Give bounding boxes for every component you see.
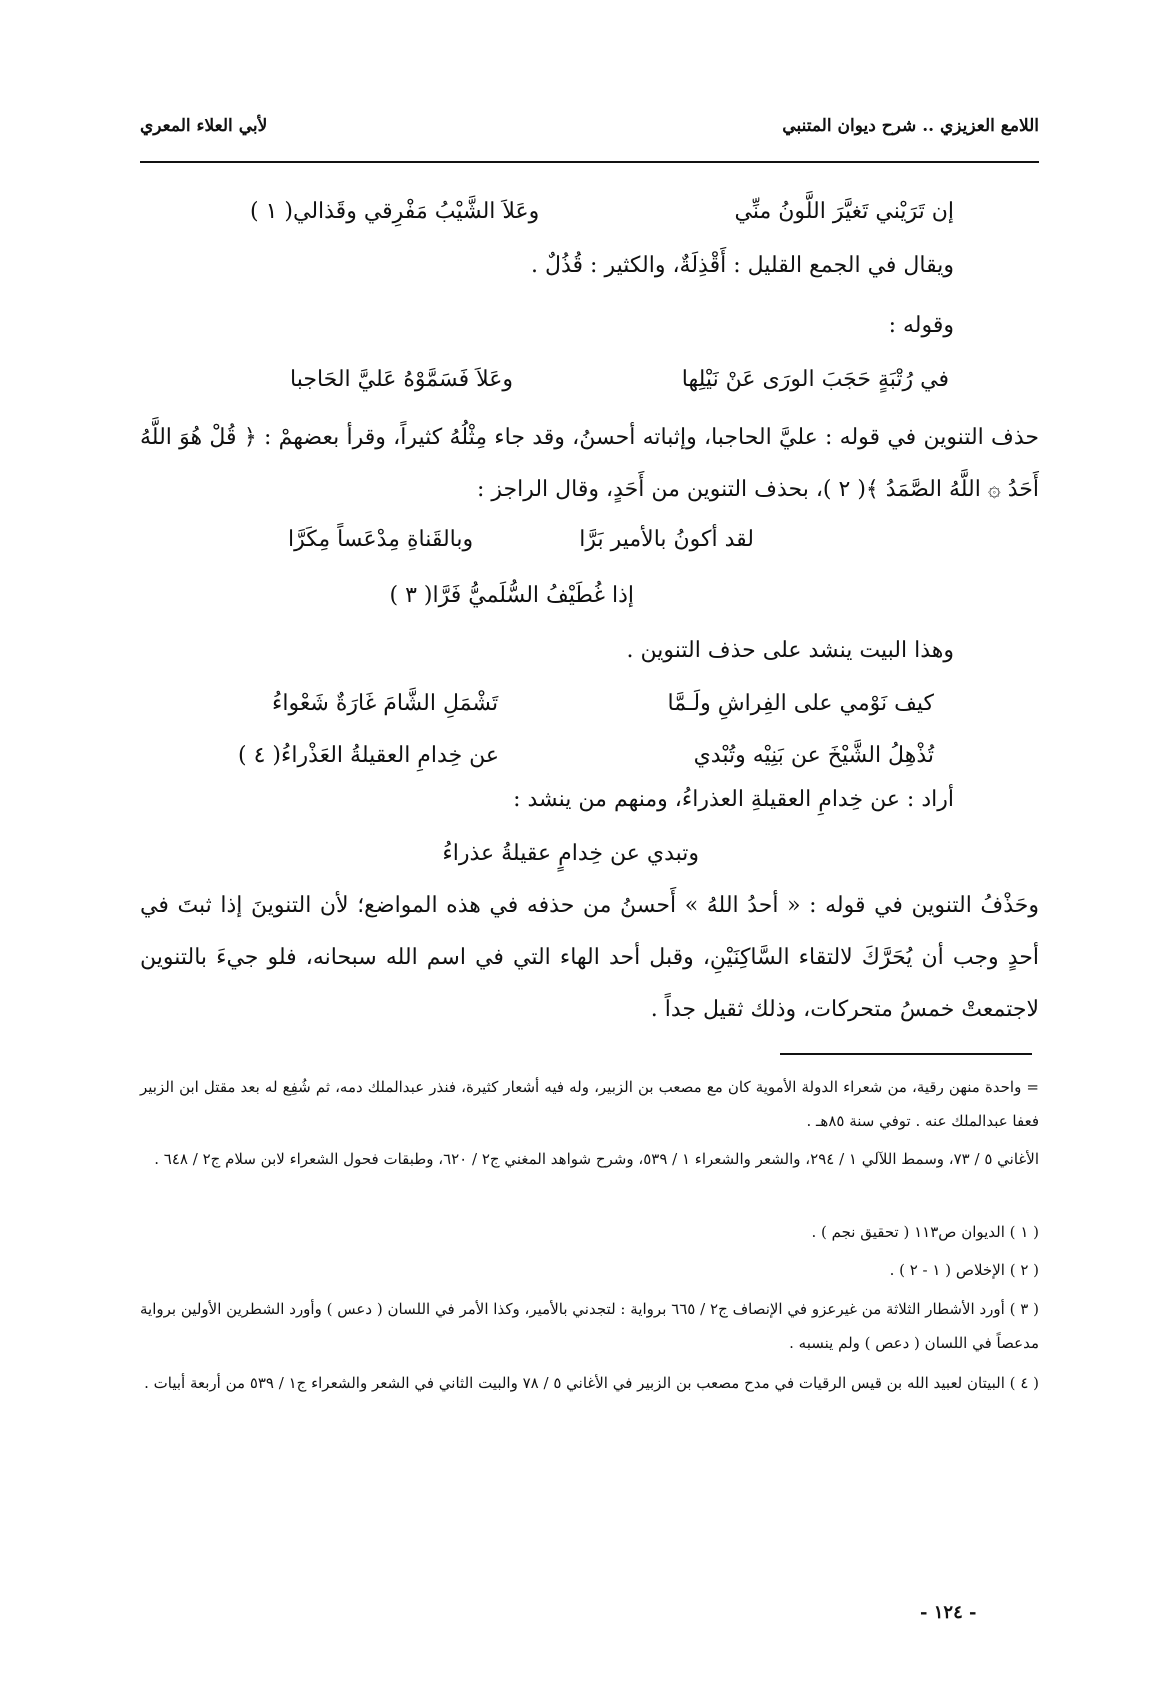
paragraph: وحَذْفُ التنوين في قوله : « أحدُ اللهُ » أَحسنُ من حذفه في هذه المواضع؛ لأن التنوينَ إذا ثبتَ في أحدٍ وجب أن يُحَرَّكَ لالتقاء السَّاكِنَيْنِ، وقبل أحد الهاء التي في اسم الله سبحانه، فلو جيءَ بالتنوين لاجتمعتْ خمسُ متحركات، وذلك ثقيل جداً . xyxy=(140,893,1039,1022)
verse-hemistich-second: عن خِدامِ العقيلةُ العَذْراءُ( ٤ ) xyxy=(238,743,500,768)
verse-hemistich-first: في رُتْبَةٍ حَجَبَ الورَى عَنْ نَيْلِها xyxy=(681,367,949,392)
rajaz-first: لقد أكونُ بالأمير بَرَّا xyxy=(579,527,754,552)
footnote: ( ٣ ) أورد الأشطار الثلاثة من غيرعزو في الإنصاف ج٢ / ٦٦٥ برواية : لتجدني بالأمير، وكذا الأمر في اللسان ( دعس ) وأورد الشطرين الأولين برواية مدعصاً في اللسان ( دعص ) ولم ينسبه . xyxy=(140,1300,1040,1352)
book-title: اللامع العزيزي .. شرح ديوان المتنبي xyxy=(782,116,1039,136)
verse-hemistich-second: تَشْمَلِ الشَّامَ غَارَةٌ شَعْواءُ xyxy=(272,691,499,716)
footnote: ( ١ ) الديوان ص١١٣ ( تحقيق نجم ) . xyxy=(811,1223,1039,1241)
rajaz-second: وبالقَناةِ مِدْعَساً مِكَرَّا xyxy=(288,527,474,552)
running-head xyxy=(140,116,1039,146)
verse-hemistich-first: تُذْهِلُ الشَّيْخَ عن بَنِيْه وتُبْدي xyxy=(693,743,934,768)
verse-hemistich-first: إن تَرَيْني تَغيَّرَ اللَّونُ منِّي xyxy=(734,199,954,224)
rajaz-line xyxy=(288,518,754,562)
footnote: ( ٤ ) البيتان لعبيد الله بن قيس الرقيات في مدح مصعب بن الزبير في الأغاني ٥ / ٧٨ والبيت الثاني في الشعر والشعراء ج١ / ٥٣٩ من أربعة أبيات . xyxy=(144,1374,1039,1392)
text-line: وقوله : xyxy=(888,313,954,338)
footnote-rule xyxy=(780,1053,1032,1055)
verse-line xyxy=(290,358,949,402)
rajaz-third: إذا غُطَيْفُ السُّلَميُّ فَرَّا( ٣ ) xyxy=(389,583,634,608)
footnote-continuation: الأغاني ٥ / ٧٣، وسمط اللآلي ١ / ٢٩٤، والشعر والشعراء ١ / ٥٣٩، وشرح شواهد المغني ج٢ / ٦٢٠، وطبقات فحول الشعراء لابن سلام ج٢ / ٦٤٨ . xyxy=(154,1150,1039,1168)
verse-hemistich-first: كيف نَوْمي على الفِراشِ ولَـمَّا xyxy=(667,691,934,716)
text-line: وهذا البيت ينشد على حذف التنوين . xyxy=(626,638,954,663)
text-line: أراد : عن خِدامِ العقيلةِ العذراءُ، ومنهم من ينشد : xyxy=(513,787,954,812)
verse-hemistich-second: وعَلاَ فَسَمَّوْهُ عَليَّ الحَاجبا xyxy=(290,367,514,392)
footnote-continuation: = واحدة منهن رقية، من شعراء الدولة الأموية كان مع مصعب بن الزبير، وله فيه أشعار كثيرة، فنذر عبدالملك دمه، ثم شُفِع له بعد مقتل ابن الزبير فعفا عبدالملك عنه . توفي سنة ٨٥هـ . xyxy=(140,1078,1039,1130)
text-line: ويقال في الجمع القليل : أَقْذِلَةٌ، والكثير : قُذُلٌ . xyxy=(531,253,954,278)
paragraph: حذف التنوين في قوله : عليَّ الحاجبا، وإثباته أحسنُ، وقد جاء مِثْلُهُ كثيراً، وقرأ بعضهمْ : ﴿ قُلْ هُوَ اللَّهُ أَحَدُ ۞ اللَّهُ الصَّمَدُ ﴾( ٢ )، بحذف التنوين من أَحَدٍ، وقال الراجز : xyxy=(140,425,1039,502)
author-name: لأبي العلاء المعري xyxy=(140,116,268,136)
verse-line xyxy=(238,734,934,778)
page-number: - ١٢٤ - xyxy=(920,1602,977,1623)
verse-line xyxy=(272,682,934,726)
verse-fragment: وتبدي عن خِدامٍ عقيلةُ عذراءُ xyxy=(442,841,699,866)
verse-hemistich-second: وعَلاَ الشَّيْبُ مَفْرِقي وقَذالي( ١ ) xyxy=(250,199,540,224)
verse-line xyxy=(250,190,954,234)
header-rule xyxy=(140,161,1039,163)
footnote: ( ٢ ) الإخلاص ( ١ - ٢ ) . xyxy=(889,1261,1039,1279)
